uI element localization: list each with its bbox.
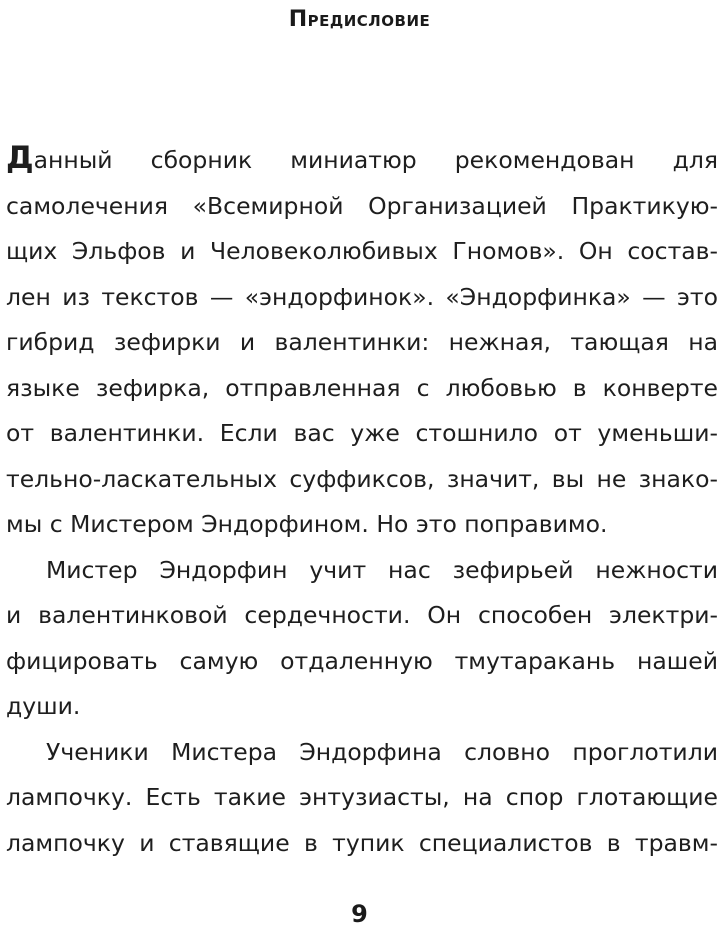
paragraph-1-line-1-text: анный сборник миниатюр рекомендован для <box>33 146 718 174</box>
paragraph-1-line-6: языке зефирка, отправленная с любовью в конверте <box>6 373 718 402</box>
paragraph-2-line-1: Мистер Эндорфин учит нас зефирьей нежности <box>46 555 718 584</box>
paragraph-1-line-9: мы с Мистером Эндорфином. Но это поправимо. <box>6 510 608 538</box>
paragraph-3-line-2: лампочку. Есть такие энтузиасты, на спор глотающие <box>6 783 718 811</box>
paragraph-1-line-2: самолечения «Всемирной Организацией Практикую- <box>6 191 718 220</box>
paragraph-2-line-4: души. <box>6 692 81 720</box>
page-heading: Предисловие <box>288 7 431 32</box>
paragraph-1-line-3: щих Эльфов и Человеколюбивых Гномов». Он состав- <box>6 237 718 265</box>
paragraph-1-line-7: от валентинки. Если вас уже стошнило от уменьши- <box>6 419 718 447</box>
body-text <box>6 136 718 866</box>
paragraph-1-line-4: лен из текстов — «эндорфинок». «Эндорфинка» — это <box>6 282 718 311</box>
paragraph-2-line-2: и валентинковой сердечности. Он способен электри- <box>6 601 718 629</box>
page-number: 9 <box>351 900 368 928</box>
paragraph-1-line-8: тельно-ласкательных суффиксов, значит, вы не знако- <box>6 464 718 493</box>
paragraph-3-line-1: Ученики Мистера Эндорфина словно проглотили <box>46 737 718 766</box>
paragraph-1-line-5: гибрид зефирки и валентинки: нежная, тающая на <box>6 328 718 356</box>
paragraph-1-line-1 <box>6 136 718 184</box>
paragraph-3-line-3: лампочку и ставящие в тупик специалистов в травм- <box>6 828 718 857</box>
drop-cap: Д <box>6 140 34 176</box>
paragraph-2-line-3: фицировать самую отдаленную тмутаракань нашей <box>6 646 718 675</box>
